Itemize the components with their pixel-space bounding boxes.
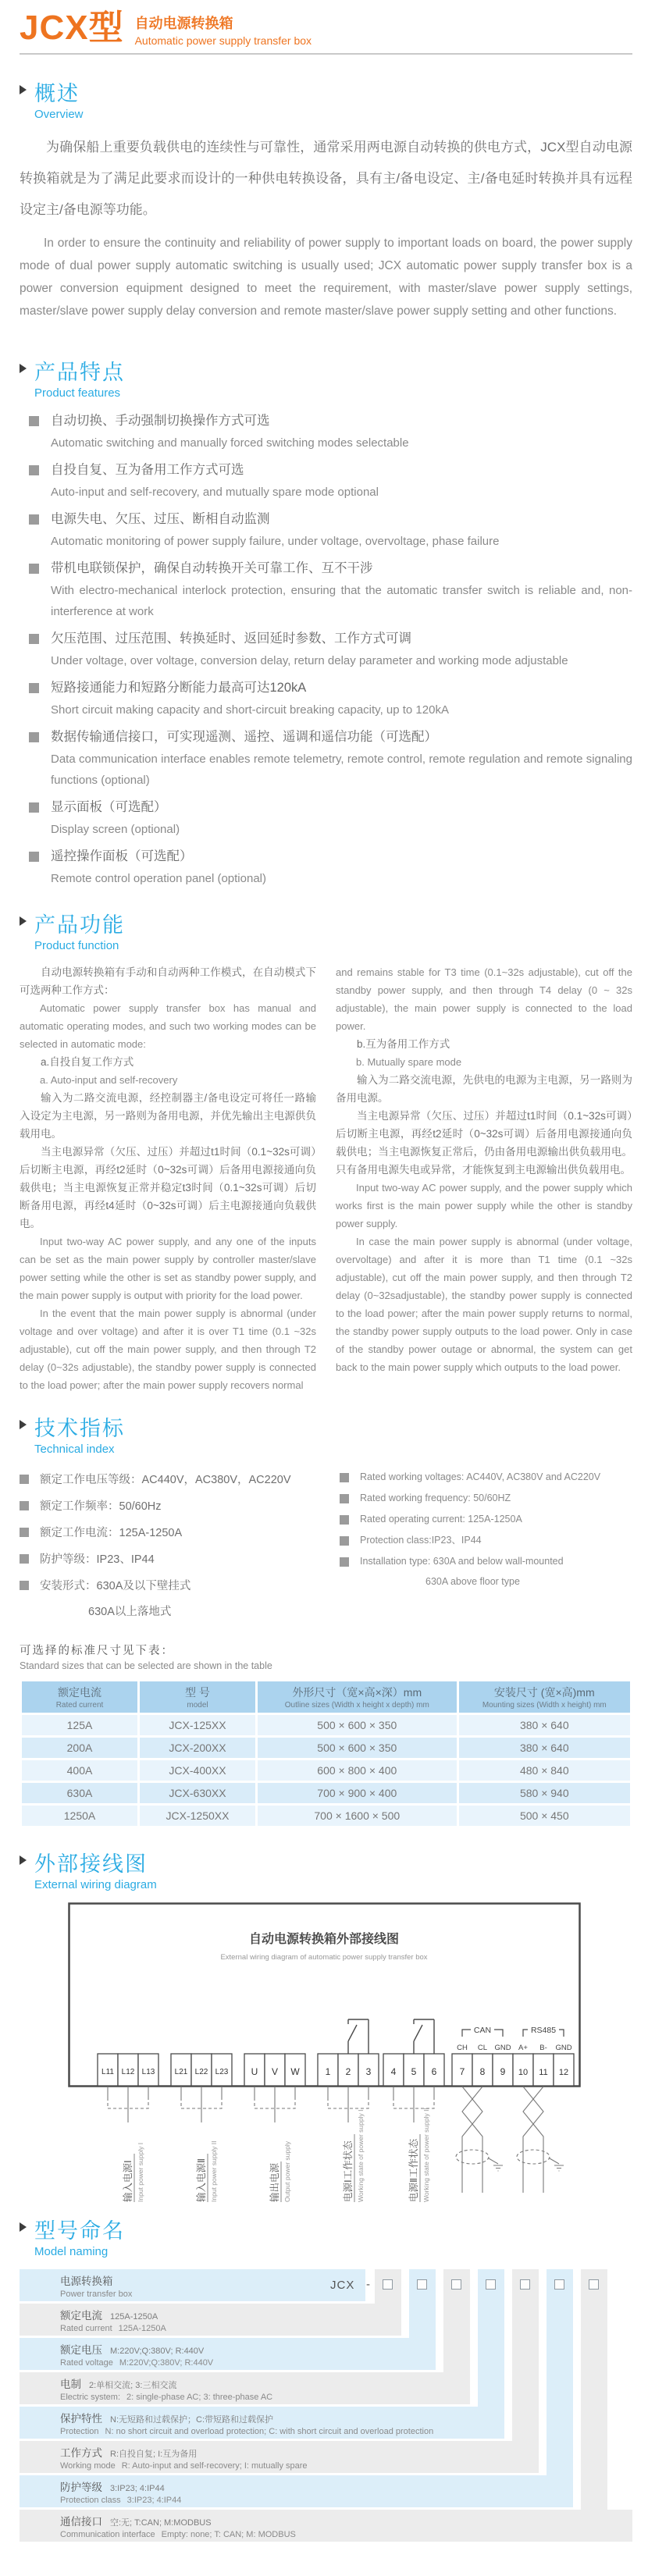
square-bullet-icon [20, 1554, 29, 1564]
table-cell: 1250A [22, 1806, 137, 1826]
tech-title-en: Technical index [34, 1443, 115, 1457]
svg-text:7: 7 [459, 2066, 465, 2078]
feature-en: With electro-mechanical interlock protection, ensuring that the automatic transfer switch is reliable and, non-interference at work [51, 584, 632, 619]
function-title-zh: 产品功能 [34, 913, 125, 938]
table-cell: 700 × 900 × 400 [258, 1783, 457, 1803]
table-row [22, 1738, 630, 1758]
function-paragraph: In the event that the main power supply is abnormal (under voltage and over voltage) and after it is over T1 time (0.1 ~32s adjustable), cut off the main power supply, and then through T2 delay (0~32s adjustable), the standby power supply is connected to the load power; after the main power supply recovers normal [20, 1308, 316, 1392]
feature-zh: 自动切换、手动强制切换操作方式可选 [51, 414, 270, 429]
section-technical-index [20, 1411, 632, 1624]
tech-item-sub: 630A以上落地式 [88, 1606, 172, 1619]
section-arrow-icon [20, 1856, 27, 1865]
table-cell: 380 × 640 [459, 1738, 630, 1758]
square-bullet-icon [29, 416, 39, 426]
feature-zh: 显示面板（可选配） [51, 800, 167, 815]
tech-item: 额定工作电流：125A-1250A [20, 1520, 332, 1546]
function-paragraph: 输入为二路交流电源，经控制器主/备电设定可将任一路输入设定为主电源，另一路则为备用电源，并优先输出主电源供负载用电。 [20, 1092, 316, 1140]
square-bullet-icon [20, 1581, 29, 1590]
tech-item: Rated operating current: 125A-1250A [340, 1509, 632, 1530]
naming-heading [20, 2214, 632, 2258]
naming-row: 保护特性 N:无短路和过载保护；C:带短路和过载保护 Protection N: no short circuit and overload protection; C: with short circuit and overload protection [20, 2407, 504, 2439]
square-bullet-icon [20, 1501, 29, 1510]
feature-item [29, 509, 632, 552]
naming-code-box [417, 2279, 427, 2290]
table-cell: JCX-1250XX [140, 1806, 255, 1826]
svg-text:12: 12 [558, 2068, 569, 2078]
function-paragraph: b.互为备用工作方式 [357, 1038, 450, 1051]
square-bullet-icon [29, 564, 39, 574]
svg-text:输入电源Ⅰ: 输入电源Ⅰ [123, 2160, 134, 2203]
naming-column-strip [581, 2269, 607, 2511]
square-bullet-icon [340, 1494, 349, 1503]
function-paragraph: 输入为二路交流电源，先供电的电源为主电源，另一路则为备用电源。 [336, 1074, 632, 1105]
svg-text:V: V [271, 2066, 279, 2078]
square-bullet-icon [340, 1473, 349, 1482]
pin-label: A+ [518, 2044, 528, 2053]
naming-column-strip [512, 2269, 539, 2443]
overview-title-en: Overview [34, 108, 84, 122]
svg-text:Output power supply: Output power supply [283, 2141, 291, 2203]
product-title-zh: 自动电源转换箱 [134, 16, 233, 31]
tech-heading [20, 1411, 632, 1456]
table-cell: 500 × 600 × 350 [258, 1715, 457, 1735]
naming-title-en: Model naming [34, 2245, 109, 2259]
table-row [22, 1715, 630, 1735]
product-title-block [135, 9, 312, 47]
square-bullet-icon [340, 1557, 349, 1567]
svg-text:电源Ⅰ工作状态: 电源Ⅰ工作状态 [343, 2140, 354, 2203]
tech-item: Rated working voltages: AC440V, AC380V and AC220V [340, 1467, 632, 1488]
table-cell: JCX-400XX [140, 1760, 255, 1781]
rs485-bus-label: RS485 [530, 2026, 557, 2036]
tech-column-zh [20, 1467, 332, 1624]
svg-text:5: 5 [411, 2066, 417, 2078]
square-bullet-icon [20, 1475, 29, 1484]
function-paragraph: Input two-way AC power supply, and any one of the inputs can be set as the main power supply by controller master/slave power setting while the other is set as standby power supply, and the main power supply is output with priority for the load power. [20, 1236, 316, 1302]
function-paragraph: In case the main power supply is abnormal (under voltage, overvoltage) and after it is more than T1 time (0.1 ~32s adjustable), cut off the main power supply, and then through T2 delay (0~32sadjustable), the standby power supply is connected to the load power; after the main power supply returns to normal, the standby power supply outputs to the load power. Only in case of the standby power outage or abnormal, the system can get back to the main power supply which outputs to the load power. [336, 1236, 632, 1374]
tech-item: Protection class:IP23、IP44 [340, 1530, 632, 1551]
svg-text:W: W [290, 2066, 300, 2078]
feature-zh: 欠压范围、过压范围、转换延时、返回延时参数、工作方式可调 [51, 632, 411, 646]
table-cell: 500 × 450 [459, 1806, 630, 1826]
pin-label: B- [539, 2044, 547, 2053]
table-cell: 500 × 600 × 350 [258, 1738, 457, 1758]
naming-code-box [451, 2279, 461, 2290]
table-cell: JCX-630XX [140, 1783, 255, 1803]
svg-text:L13: L13 [141, 2068, 155, 2077]
svg-text:3: 3 [365, 2066, 372, 2078]
function-title-en: Product function [34, 939, 119, 953]
svg-text:L11: L11 [101, 2068, 114, 2077]
table-cell: 580 × 940 [459, 1783, 630, 1803]
feature-en: Under voltage, over voltage, conversion delay, return delay parameter and working mode adjustable [51, 654, 568, 668]
section-wiring-diagram [20, 1847, 632, 2212]
standard-sizes-table [20, 1679, 632, 1828]
table-cell: 125A [22, 1715, 137, 1735]
table-cell: JCX-200XX [140, 1738, 255, 1758]
tech-title-zh: 技术指标 [34, 1417, 125, 1441]
square-bullet-icon [29, 852, 39, 862]
square-bullet-icon [29, 465, 39, 475]
table-row [22, 1806, 630, 1826]
square-bullet-icon [29, 683, 39, 693]
function-columns [20, 963, 632, 1394]
function-paragraph: a.自投自复工作方式 [41, 1056, 134, 1069]
naming-title-zh: 型号命名 [34, 2219, 125, 2243]
section-arrow-icon [20, 2222, 27, 2232]
wiring-diagram [68, 1902, 632, 2212]
svg-text:11: 11 [539, 2068, 548, 2078]
section-arrow-icon [20, 364, 27, 373]
wiring-diagram-svg [68, 1902, 583, 2208]
svg-text:Input power supply II: Input power supply II [210, 2140, 218, 2203]
feature-list [29, 411, 632, 889]
section-overview [20, 76, 632, 322]
svg-text:6: 6 [431, 2066, 437, 2078]
table-header-cell: 额定电流 Rated current [22, 1681, 137, 1713]
svg-text:Working state of power supply: Working state of power supply I [357, 2109, 365, 2203]
table-cell: 700 × 1600 × 500 [258, 1806, 457, 1826]
svg-text:L22: L22 [194, 2068, 208, 2077]
pin-label: CH [457, 2044, 468, 2053]
svg-text:4: 4 [390, 2066, 397, 2078]
function-column-right [336, 963, 632, 1394]
twisted-pair-icon [456, 2087, 564, 2193]
tech-column-en [340, 1467, 632, 1624]
features-heading [20, 355, 632, 400]
section-arrow-icon [20, 1420, 27, 1429]
function-paragraph: and remains stable for T3 time (0.1~32s adjustable), cut off the standby power supply, and then through T4 delay (0 ~ 32s adjustable), the main power supply is connected to the load power. [336, 966, 632, 1033]
feature-en: Display screen (optional) [51, 823, 180, 837]
overview-heading [20, 76, 632, 121]
function-paragraph: a. Auto-input and self-recovery [40, 1074, 178, 1087]
feature-item [29, 797, 632, 840]
product-model-title: JCX型 [20, 9, 124, 47]
overview-paragraph-zh: 为确保船上重要负载供电的连续性与可靠性，通常采用两电源自动转换的供电方式，JCX型自动电源转换箱就是为了满足此要求而设计的一种供电转换设备，具有主/备电设定、主/备电延时转换并具有远程设定主/备电源等功能。 [20, 140, 632, 218]
svg-text:8: 8 [479, 2066, 486, 2078]
svg-text:2: 2 [345, 2066, 351, 2078]
function-paragraph: 当主电源异常（欠压、过压）并超过t1时间（0.1~32s可调）后切断主电源，再经t2延时（0~32s可调）后备用电源接通向负载供电；当主电源恢复正常后，仍由备用电源输出供负载用电。只有备用电源失电或异常，才能恢复到主电源输出供负载用电。 [336, 1110, 632, 1176]
naming-code-box [520, 2279, 530, 2290]
svg-text:L12: L12 [121, 2068, 135, 2077]
naming-row: 通信接口 空:无; T:CAN; M:MODBUS Communication interface Empty: none; T: CAN; M: MODBUS [20, 2510, 632, 2542]
feature-item [29, 460, 632, 503]
table-cell: 480 × 840 [459, 1760, 630, 1781]
svg-text:L21: L21 [174, 2068, 188, 2077]
naming-row: 额定电流 125A-1250A Rated current 125A-1250A [20, 2304, 401, 2336]
overview-paragraph-en: In order to ensure the continuity and reliability of power supply to important loads on board, the power supply mode of dual power supply automatic switching is usually used; JCX automatic power supply transfer box is a power conversion equipment designed to meet the requirement, with master/slave power supply settings, master/slave power supply delay conversion and remote master/slave power supply setting and other functions. [20, 237, 632, 318]
svg-text:9: 9 [500, 2066, 506, 2078]
feature-zh: 数据传输通信接口，可实现遥测、遥控、遥调和遥信功能（可选配） [51, 730, 437, 745]
naming-code-box [486, 2279, 496, 2290]
naming-row: 电源转换箱 Power transfer box [20, 2269, 365, 2301]
feature-item [29, 558, 632, 622]
svg-text:电源Ⅱ工作状态: 电源Ⅱ工作状态 [408, 2139, 419, 2203]
table-header-cell: 外形尺寸（宽×高×深）mm Outline sizes (Width x height x depth) mm [258, 1681, 457, 1713]
features-title-en: Product features [34, 386, 121, 400]
function-paragraph: 当主电源异常（欠压、过压）并超过t1时间（0.1~32s可调）后切断主电源，再经t2延时（0~32s可调）后备用电源接通向负载供电；当主电源恢复正常并稳定t3时间（0.1~32s可调）后切断备用电源，再经t4延时（0~32s可调）后主电源接通向负载供电。 [20, 1146, 316, 1230]
pin-label: GND [494, 2044, 511, 2053]
size-note-zh: 可选择的标准尺寸见下表： [20, 1645, 174, 1658]
tech-item: Rated working frequency: 50/60HZ [340, 1488, 632, 1509]
section-model-naming [20, 2214, 632, 2544]
table-cell: 630A [22, 1783, 137, 1803]
feature-zh: 电源失电、欠压、过压、断相自动监测 [51, 512, 270, 527]
svg-text:U: U [251, 2066, 258, 2078]
naming-row: 电制 2:单相交流; 3:三相交流 Electric system: 2: single-phase AC; 3: three-phase AC [20, 2372, 470, 2404]
svg-text:1: 1 [325, 2066, 331, 2078]
tech-columns [20, 1467, 632, 1624]
svg-text:Working state of power supply: Working state of power supply II [422, 2108, 430, 2203]
svg-text:10: 10 [518, 2068, 529, 2078]
svg-text:Input power supply I: Input power supply I [137, 2143, 144, 2203]
naming-column-strip [547, 2269, 573, 2477]
function-paragraph: Automatic power supply transfer box has manual and automatic operating modes, and such two working modes can be selected in automatic mode: [20, 1002, 316, 1051]
feature-en: Remote control operation panel (optional) [51, 872, 266, 886]
model-naming-diagram [20, 2269, 632, 2544]
feature-en: Automatic switching and manually forced switching modes selectable [51, 436, 409, 450]
table-row [22, 1760, 630, 1781]
table-header-row [22, 1681, 630, 1713]
square-bullet-icon [340, 1536, 349, 1546]
product-title-en: Automatic power supply transfer box [134, 34, 312, 47]
wire-group-labels [122, 2108, 430, 2203]
table-cell: 400A [22, 1760, 137, 1781]
feature-en: Auto-input and self-recovery, and mutually spare mode optional [51, 486, 379, 500]
section-arrow-icon [20, 916, 27, 926]
function-paragraph: 自动电源转换箱有手动和自动两种工作模式，在自动模式下可选两种工作方式： [20, 966, 316, 997]
size-note [20, 1642, 632, 1671]
tech-item-sub: 630A above floor type [425, 1576, 520, 1588]
naming-code-box [383, 2279, 393, 2290]
naming-row: 防护等级 3:IP23; 4:IP44 Protection class 3:IP23; 4:IP44 [20, 2475, 573, 2507]
feature-zh: 短路接通能力和短路分断能力最高可达120kA [51, 681, 307, 696]
svg-text:输出电源: 输出电源 [269, 2163, 280, 2203]
section-features [20, 355, 632, 889]
feature-item [29, 628, 632, 671]
square-bullet-icon [340, 1515, 349, 1525]
tech-item: 防护等级：IP23、IP44 [20, 1546, 332, 1573]
svg-text:L23: L23 [215, 2068, 229, 2077]
feature-zh: 带机电联锁保护，确保自动转换开关可靠工作、互不干涉 [51, 561, 373, 576]
square-bullet-icon [29, 732, 39, 742]
page-header [20, 0, 632, 47]
tech-item: 额定工作电压等级：AC440V，AC380V，AC220V [20, 1467, 332, 1493]
naming-column-strip [478, 2269, 504, 2408]
feature-item [29, 727, 632, 791]
square-bullet-icon [29, 802, 39, 813]
function-paragraph: b. Mutually spare mode [356, 1056, 462, 1069]
feature-en: Automatic monitoring of power supply failure, under voltage, overvoltage, phase failure [51, 535, 500, 549]
table-cell: 200A [22, 1738, 137, 1758]
table-header-cell: 安装尺寸 (宽×高)mm Mounting sizes (Width x height) mm [459, 1681, 630, 1713]
feature-zh: 遥控操作面板（可选配） [51, 849, 193, 864]
table-cell: JCX-125XX [140, 1715, 255, 1735]
features-title-zh: 产品特点 [34, 361, 125, 385]
table-cell: 600 × 800 × 400 [258, 1760, 457, 1781]
section-function [20, 908, 632, 1394]
square-bullet-icon [29, 514, 39, 525]
naming-row: 额定电压 M:220V;Q:380V; R:440V Rated voltage M:220V;Q:380V; R:440V [20, 2338, 436, 2370]
svg-text:输入电源Ⅱ: 输入电源Ⅱ [196, 2158, 207, 2203]
size-note-en: Standard sizes that can be selected are shown in the table [20, 1660, 272, 1672]
table-cell: 380 × 640 [459, 1715, 630, 1735]
section-arrow-icon [20, 85, 27, 94]
naming-code-box [589, 2279, 599, 2290]
function-paragraph: Input two-way AC power supply, and the power supply which works first is the main power supply while the other is standby power supply. [336, 1182, 632, 1230]
square-bullet-icon [20, 1528, 29, 1537]
square-bullet-icon [29, 634, 39, 644]
tech-item: Installation type: 630A and below wall-mounted [340, 1551, 632, 1572]
table-row [22, 1783, 630, 1803]
wire-brackets [108, 2087, 434, 2122]
diagram-title-en: External wiring diagram of automatic power supply transfer box [220, 1953, 428, 1962]
function-heading [20, 908, 632, 952]
wiring-title-zh: 外部接线图 [34, 1852, 148, 1877]
feature-en: Data communication interface enables remote telemetry, remote control, remote regulation and remote signaling functions (optional) [51, 753, 632, 788]
tech-item: 安装形式：630A及以下壁挂式 [20, 1573, 332, 1599]
feature-en: Short circuit making capacity and short-circuit breaking capacity, up to 120kA [51, 703, 449, 717]
overview-title-zh: 概述 [34, 82, 80, 106]
model-code-dash: - [366, 2278, 370, 2292]
model-code-prefix: JCX [330, 2279, 355, 2293]
wiring-title-en: External wiring diagram [34, 1878, 157, 1892]
feature-zh: 自投自复、互为备用工作方式可选 [51, 463, 244, 478]
diagram-title-zh: 自动电源转换箱外部接线图 [248, 1933, 400, 1947]
naming-row: 工作方式 R:自投自复; I:互为备用 Working mode R: Auto-input and self-recovery; I: mutually spare [20, 2441, 539, 2473]
function-column-left [20, 963, 316, 1394]
naming-code-box [554, 2279, 564, 2290]
pin-label: CL [477, 2044, 488, 2053]
table-header-cell: 型 号 model [140, 1681, 255, 1713]
pin-label: GND [555, 2044, 572, 2053]
header-divider [20, 53, 632, 55]
feature-item [29, 678, 632, 720]
wiring-heading [20, 1847, 632, 1891]
can-bus-label: CAN [473, 2026, 492, 2036]
tech-item: 额定工作频率：50/60Hz [20, 1493, 332, 1520]
feature-item [29, 846, 632, 889]
feature-item [29, 411, 632, 454]
